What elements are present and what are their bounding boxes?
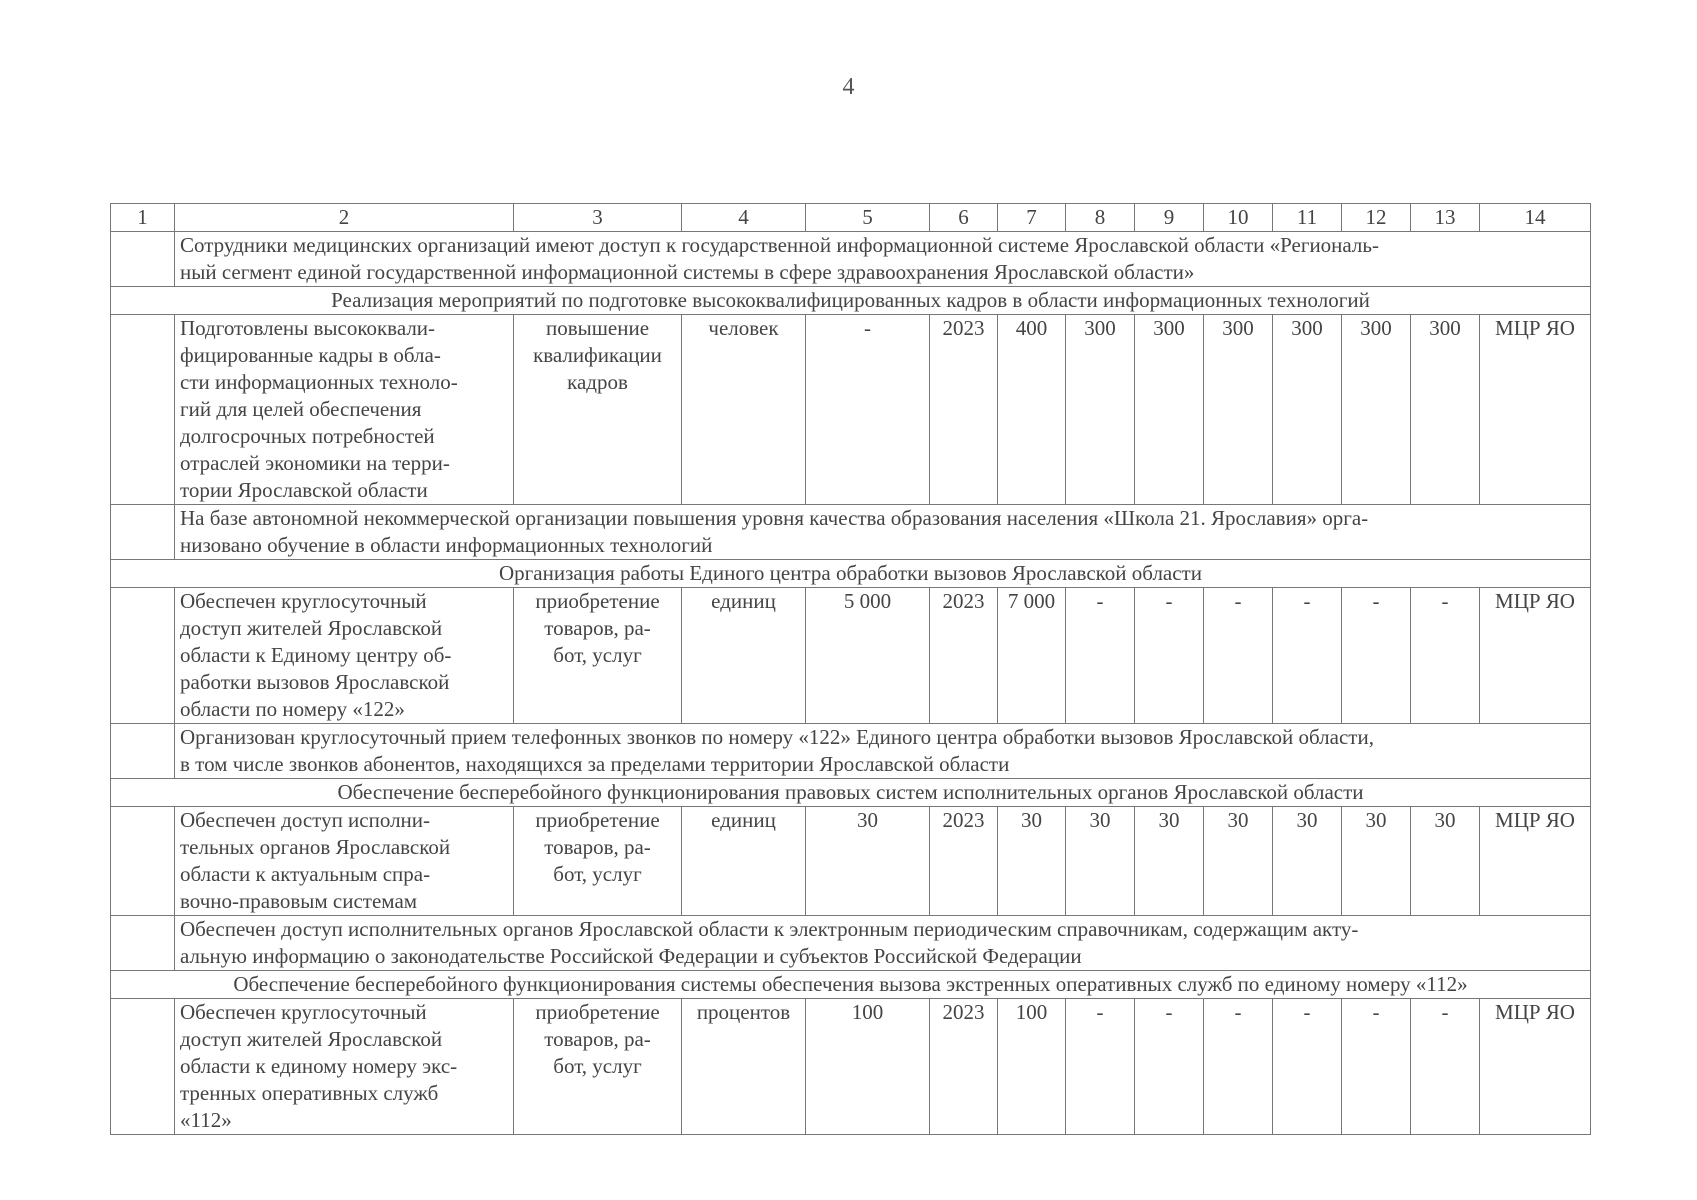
note-line: альную информацию о законодательстве Российской Федерации и субъектов Российской Федерации [180, 944, 1082, 968]
table-body [111, 204, 1591, 1135]
value-cell-11: - [1273, 999, 1342, 1135]
value-cell-7: 400 [998, 315, 1066, 505]
header-cell-9: 9 [1135, 204, 1204, 232]
section-row [111, 287, 1591, 315]
result-name-cell [175, 315, 514, 505]
value-cell-13: - [1411, 999, 1480, 1135]
result-name-cell [175, 999, 514, 1135]
value-cell-11: - [1273, 588, 1342, 724]
note-row [111, 505, 1591, 560]
header-cell-6: 6 [930, 204, 998, 232]
header-cell-1: 1 [111, 204, 175, 232]
table-row [111, 588, 1591, 724]
value-cell-14: МЦР ЯО [1480, 999, 1591, 1135]
value-cell-12: - [1342, 999, 1411, 1135]
value-cell-4: единиц [682, 588, 806, 724]
value-cell-7: 100 [998, 999, 1066, 1135]
event-type-line: бот, услуг [553, 643, 642, 667]
value-cell-8: 300 [1066, 315, 1135, 505]
value-cell-8: 30 [1066, 807, 1135, 916]
table-row [111, 807, 1591, 916]
section-title: Обеспечение бесперебойного функционирования системы обеспечения вызова экстренных оперативных служб по единому номеру «112» [111, 971, 1591, 999]
note-line: ный сегмент единой государственной информационной системы в сфере здравоохранения Ярославской области» [180, 260, 1195, 284]
note-text [175, 232, 1591, 287]
header-cell-7: 7 [998, 204, 1066, 232]
value-cell-6: 2023 [930, 999, 998, 1135]
event-type-line: товаров, ра- [544, 835, 651, 859]
value-cell-8: - [1066, 999, 1135, 1135]
header-cell-5: 5 [806, 204, 930, 232]
result-name-line: Обеспечен круглосуточный [180, 1000, 427, 1024]
header-cell-10: 10 [1204, 204, 1273, 232]
value-cell-5: 100 [806, 999, 930, 1135]
value-cell-10: 300 [1204, 315, 1273, 505]
value-cell-5: - [806, 315, 930, 505]
note-line: Обеспечен доступ исполнительных органов Ярославской области к электронным периодическим справочникам, содержащим акту- [180, 917, 1359, 941]
event-type-line: товаров, ра- [544, 1027, 651, 1051]
event-type-line: приобретение [535, 1000, 660, 1024]
event-type-line: квалификации [533, 343, 662, 367]
value-cell-14: МЦР ЯО [1480, 807, 1591, 916]
row-number-cell [111, 807, 175, 916]
result-name-line: «112» [180, 1108, 232, 1132]
value-cell-14: МЦР ЯО [1480, 588, 1591, 724]
value-cell-4: человек [682, 315, 806, 505]
note-text [175, 724, 1591, 779]
note-row [111, 724, 1591, 779]
result-name-cell [175, 807, 514, 916]
note-line: На базе автономной некоммерческой организации повышения уровня качества образования населения «Школа 21. Ярославия» орга- [180, 506, 1369, 530]
value-cell-6: 2023 [930, 807, 998, 916]
header-cell-2: 2 [175, 204, 514, 232]
table-row [111, 999, 1591, 1135]
note-row [111, 916, 1591, 971]
note-line: в том числе звонков абонентов, находящихся за пределами территории Ярославской области [180, 752, 1010, 776]
value-cell-8: - [1066, 588, 1135, 724]
value-cell-9: - [1135, 588, 1204, 724]
value-cell-4: процентов [682, 999, 806, 1135]
empty-cell [111, 724, 175, 779]
section-title: Организация работы Единого центра обработки вызовов Ярославской области [111, 560, 1591, 588]
row-number-cell [111, 315, 175, 505]
header-cell-8: 8 [1066, 204, 1135, 232]
value-cell-4: единиц [682, 807, 806, 916]
value-cell-6: 2023 [930, 315, 998, 505]
section-row [111, 971, 1591, 999]
value-cell-11: 300 [1273, 315, 1342, 505]
result-name-line: тренных оперативных служб [180, 1081, 439, 1105]
event-type-line: повышение [545, 316, 650, 340]
event-type-line: бот, услуг [553, 1054, 642, 1078]
value-cell-10: - [1204, 999, 1273, 1135]
row-number-cell [111, 588, 175, 724]
result-name-line: долгосрочных потребностей [180, 424, 435, 448]
result-name-line: Обеспечен круглосуточный [180, 589, 427, 613]
result-name-line: Обеспечен доступ исполни- [180, 808, 431, 832]
event-type-line: товаров, ра- [544, 616, 651, 640]
note-line: Сотрудники медицинских организаций имеют доступ к государственной информационной системе Ярославской области «Региональ- [180, 233, 1379, 257]
result-name-line: работки вызовов Ярославской [180, 670, 450, 694]
result-name-line: доступ жителей Ярославской [180, 1027, 443, 1051]
value-cell-13: - [1411, 588, 1480, 724]
indicators-table [110, 203, 1591, 1135]
value-cell-7: 7 000 [998, 588, 1066, 724]
value-cell-11: 30 [1273, 807, 1342, 916]
header-cell-14: 14 [1480, 204, 1591, 232]
header-cell-3: 3 [514, 204, 682, 232]
note-row [111, 232, 1591, 287]
result-name-line: области по номеру «122» [180, 697, 405, 721]
event-type-cell [514, 588, 682, 724]
result-name-line: области к Единому центру об- [180, 643, 452, 667]
result-name-line: области к единому номеру экс- [180, 1054, 458, 1078]
result-name-cell [175, 588, 514, 724]
value-cell-14: МЦР ЯО [1480, 315, 1591, 505]
value-cell-12: - [1342, 588, 1411, 724]
event-type-line: кадров [567, 370, 628, 394]
empty-cell [111, 505, 175, 560]
note-text [175, 916, 1591, 971]
result-name-line: сти информационных техноло- [180, 370, 458, 394]
value-cell-13: 300 [1411, 315, 1480, 505]
event-type-line: приобретение [535, 808, 660, 832]
event-type-cell [514, 315, 682, 505]
header-cell-12: 12 [1342, 204, 1411, 232]
result-name-line: области к актуальным спра- [180, 862, 431, 886]
header-cell-13: 13 [1411, 204, 1480, 232]
value-cell-12: 300 [1342, 315, 1411, 505]
result-name-line: тельных органов Ярославской [180, 835, 451, 859]
value-cell-12: 30 [1342, 807, 1411, 916]
result-name-line: фицированные кадры в обла- [180, 343, 441, 367]
result-name-line: тории Ярославской области [180, 478, 428, 502]
value-cell-9: 300 [1135, 315, 1204, 505]
note-line: низовано обучение в области информационных технологий [180, 533, 713, 557]
section-row [111, 779, 1591, 807]
value-cell-10: 30 [1204, 807, 1273, 916]
value-cell-10: - [1204, 588, 1273, 724]
value-cell-5: 5 000 [806, 588, 930, 724]
result-name-line: вочно-правовым системам [180, 889, 418, 913]
value-cell-7: 30 [998, 807, 1066, 916]
note-line: Организован круглосуточный прием телефонных звонков по номеру «122» Единого центра обработки вызовов Ярославской области, [180, 725, 1374, 749]
page-number: 4 [842, 74, 855, 100]
table-row [111, 315, 1591, 505]
result-name-line: доступ жителей Ярославской [180, 616, 443, 640]
header-cell-4: 4 [682, 204, 806, 232]
row-number-cell [111, 999, 175, 1135]
value-cell-6: 2023 [930, 588, 998, 724]
result-name-line: Подготовлены высококвали- [180, 316, 436, 340]
value-cell-9: 30 [1135, 807, 1204, 916]
result-name-line: гий для целей обеспечения [180, 397, 422, 421]
header-cell-11: 11 [1273, 204, 1342, 232]
section-title: Реализация мероприятий по подготовке высококвалифицированных кадров в области информационных технологий [111, 287, 1591, 315]
section-row [111, 560, 1591, 588]
event-type-cell [514, 999, 682, 1135]
section-title: Обеспечение бесперебойного функционирования правовых систем исполнительных органов Ярославской области [111, 779, 1591, 807]
empty-cell [111, 916, 175, 971]
result-name-line: отраслей экономики на терри- [180, 451, 450, 475]
event-type-line: бот, услуг [553, 862, 642, 886]
value-cell-5: 30 [806, 807, 930, 916]
empty-cell [111, 232, 175, 287]
event-type-line: приобретение [535, 589, 660, 613]
note-text [175, 505, 1591, 560]
table-header-row [111, 204, 1591, 232]
value-cell-9: - [1135, 999, 1204, 1135]
value-cell-13: 30 [1411, 807, 1480, 916]
event-type-cell [514, 807, 682, 916]
